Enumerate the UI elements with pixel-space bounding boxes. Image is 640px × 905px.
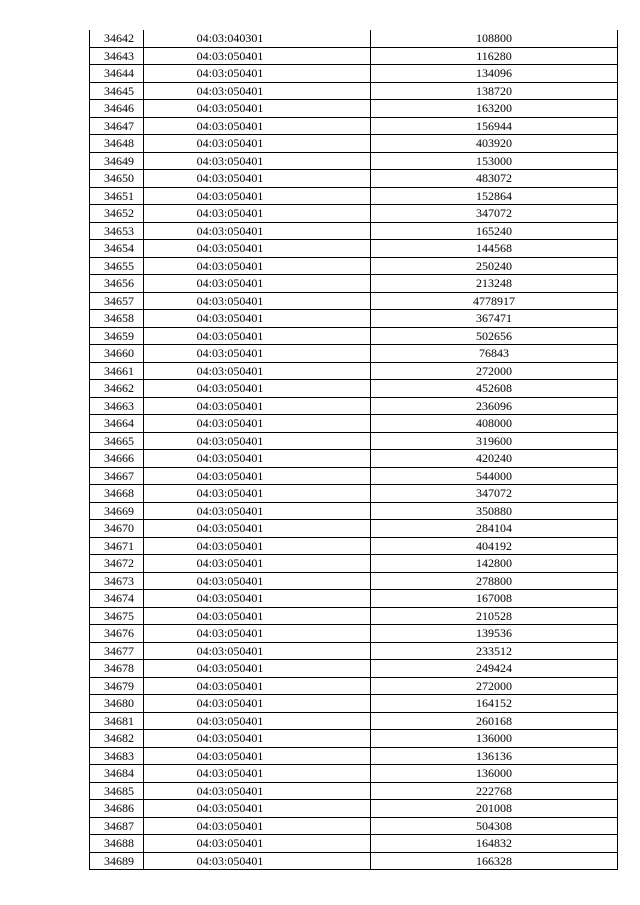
cadastral-code-cell: 04:03:050401 — [144, 310, 371, 328]
amount-cell: 319600 — [371, 432, 618, 450]
record-id-cell: 34684 — [90, 765, 144, 783]
cadastral-code-cell: 04:03:050401 — [144, 555, 371, 573]
cadastral-code-cell: 04:03:050401 — [144, 625, 371, 643]
cadastral-code-cell: 04:03:050401 — [144, 292, 371, 310]
table-row — [90, 380, 618, 398]
record-id-cell: 34681 — [90, 712, 144, 730]
cadastral-code-cell: 04:03:050401 — [144, 135, 371, 153]
amount-cell: 408000 — [371, 415, 618, 433]
record-id-cell: 34643 — [90, 47, 144, 65]
cadastral-code-cell: 04:03:050401 — [144, 485, 371, 503]
record-id-cell: 34679 — [90, 677, 144, 695]
cadastral-code-cell: 04:03:050401 — [144, 520, 371, 538]
record-id-cell: 34686 — [90, 800, 144, 818]
cadastral-code-cell: 04:03:050401 — [144, 852, 371, 870]
amount-cell: 163200 — [371, 100, 618, 118]
record-id-cell: 34657 — [90, 292, 144, 310]
amount-cell: 201008 — [371, 800, 618, 818]
record-id-cell: 34689 — [90, 852, 144, 870]
table-row — [90, 257, 618, 275]
record-id-cell: 34671 — [90, 537, 144, 555]
cadastral-code-cell: 04:03:050401 — [144, 450, 371, 468]
record-id-cell: 34664 — [90, 415, 144, 433]
record-id-cell: 34680 — [90, 695, 144, 713]
record-id-cell: 34647 — [90, 117, 144, 135]
record-id-cell: 34674 — [90, 590, 144, 608]
table-row — [90, 782, 618, 800]
record-id-cell: 34682 — [90, 730, 144, 748]
cadastral-code-cell: 04:03:050401 — [144, 327, 371, 345]
record-id-cell: 34650 — [90, 170, 144, 188]
amount-cell: 144568 — [371, 240, 618, 258]
record-id-cell: 34654 — [90, 240, 144, 258]
amount-cell: 233512 — [371, 642, 618, 660]
table-row — [90, 82, 618, 100]
cadastral-code-cell: 04:03:050401 — [144, 187, 371, 205]
record-id-cell: 34642 — [90, 30, 144, 47]
record-id-cell: 34667 — [90, 467, 144, 485]
table-row — [90, 800, 618, 818]
table-body — [90, 30, 618, 870]
cadastral-code-cell: 04:03:050401 — [144, 660, 371, 678]
amount-cell: 108800 — [371, 30, 618, 47]
table-row — [90, 625, 618, 643]
amount-cell: 544000 — [371, 467, 618, 485]
record-id-cell: 34655 — [90, 257, 144, 275]
cadastral-code-cell: 04:03:050401 — [144, 397, 371, 415]
record-id-cell: 34678 — [90, 660, 144, 678]
record-id-cell: 34651 — [90, 187, 144, 205]
record-id-cell: 34675 — [90, 607, 144, 625]
cadastral-code-cell: 04:03:050401 — [144, 257, 371, 275]
record-id-cell: 34663 — [90, 397, 144, 415]
amount-cell: 260168 — [371, 712, 618, 730]
cadastral-code-cell: 04:03:050401 — [144, 432, 371, 450]
cadastral-code-cell: 04:03:050401 — [144, 240, 371, 258]
table-row — [90, 607, 618, 625]
record-id-cell: 34645 — [90, 82, 144, 100]
cadastral-code-cell: 04:03:050401 — [144, 117, 371, 135]
table-row — [90, 100, 618, 118]
amount-cell: 213248 — [371, 275, 618, 293]
cadastral-code-cell: 04:03:040301 — [144, 30, 371, 47]
record-id-cell: 34653 — [90, 222, 144, 240]
record-id-cell: 34685 — [90, 782, 144, 800]
record-id-cell: 34662 — [90, 380, 144, 398]
table-row — [90, 187, 618, 205]
amount-cell: 138720 — [371, 82, 618, 100]
amount-cell: 142800 — [371, 555, 618, 573]
cadastral-code-cell: 04:03:050401 — [144, 817, 371, 835]
cadastral-code-cell: 04:03:050401 — [144, 677, 371, 695]
cadastral-code-cell: 04:03:050401 — [144, 82, 371, 100]
amount-cell: 278800 — [371, 572, 618, 590]
table-row — [90, 47, 618, 65]
record-id-cell: 34644 — [90, 65, 144, 83]
table-row — [90, 537, 618, 555]
record-id-cell: 34658 — [90, 310, 144, 328]
cadastral-code-cell: 04:03:050401 — [144, 65, 371, 83]
cadastral-code-cell: 04:03:050401 — [144, 502, 371, 520]
table-row — [90, 310, 618, 328]
amount-cell: 452608 — [371, 380, 618, 398]
table-row — [90, 292, 618, 310]
table-row — [90, 397, 618, 415]
table-row — [90, 677, 618, 695]
cadastral-code-cell: 04:03:050401 — [144, 642, 371, 660]
amount-cell: 116280 — [371, 47, 618, 65]
amount-cell: 76843 — [371, 345, 618, 363]
amount-cell: 152864 — [371, 187, 618, 205]
amount-cell: 4778917 — [371, 292, 618, 310]
record-id-cell: 34672 — [90, 555, 144, 573]
record-id-cell: 34660 — [90, 345, 144, 363]
amount-cell: 222768 — [371, 782, 618, 800]
amount-cell: 403920 — [371, 135, 618, 153]
table-row — [90, 572, 618, 590]
cadastral-code-cell: 04:03:050401 — [144, 590, 371, 608]
table-row — [90, 205, 618, 223]
amount-cell: 483072 — [371, 170, 618, 188]
record-id-cell: 34687 — [90, 817, 144, 835]
record-id-cell: 34666 — [90, 450, 144, 468]
amount-cell: 347072 — [371, 205, 618, 223]
amount-cell: 367471 — [371, 310, 618, 328]
record-id-cell: 34665 — [90, 432, 144, 450]
table-row — [90, 852, 618, 870]
table-row — [90, 712, 618, 730]
table-row — [90, 222, 618, 240]
table-row — [90, 275, 618, 293]
cadastral-code-cell: 04:03:050401 — [144, 730, 371, 748]
table-row — [90, 30, 618, 47]
record-id-cell: 34673 — [90, 572, 144, 590]
amount-cell: 250240 — [371, 257, 618, 275]
table-row — [90, 817, 618, 835]
table-row — [90, 152, 618, 170]
cadastral-code-cell: 04:03:050401 — [144, 800, 371, 818]
amount-cell: 156944 — [371, 117, 618, 135]
cadastral-code-cell: 04:03:050401 — [144, 345, 371, 363]
amount-cell: 166328 — [371, 852, 618, 870]
record-id-cell: 34661 — [90, 362, 144, 380]
cadastral-code-cell: 04:03:050401 — [144, 695, 371, 713]
table-row — [90, 590, 618, 608]
table-row — [90, 485, 618, 503]
cadastral-code-cell: 04:03:050401 — [144, 100, 371, 118]
cadastral-code-cell: 04:03:050401 — [144, 205, 371, 223]
table-row — [90, 327, 618, 345]
amount-cell: 210528 — [371, 607, 618, 625]
cadastral-code-cell: 04:03:050401 — [144, 607, 371, 625]
amount-cell: 236096 — [371, 397, 618, 415]
amount-cell: 272000 — [371, 677, 618, 695]
cadastral-code-cell: 04:03:050401 — [144, 415, 371, 433]
table-row — [90, 170, 618, 188]
table-row — [90, 765, 618, 783]
cadastral-code-cell: 04:03:050401 — [144, 712, 371, 730]
amount-cell: 284104 — [371, 520, 618, 538]
cadastral-code-cell: 04:03:050401 — [144, 275, 371, 293]
table-row — [90, 362, 618, 380]
cadastral-code-cell: 04:03:050401 — [144, 222, 371, 240]
cadastral-code-cell: 04:03:050401 — [144, 747, 371, 765]
amount-cell: 165240 — [371, 222, 618, 240]
cadastral-code-cell: 04:03:050401 — [144, 782, 371, 800]
cadastral-code-cell: 04:03:050401 — [144, 572, 371, 590]
amount-cell: 272000 — [371, 362, 618, 380]
table-row — [90, 502, 618, 520]
record-id-cell: 34677 — [90, 642, 144, 660]
amount-cell: 249424 — [371, 660, 618, 678]
amount-cell: 420240 — [371, 450, 618, 468]
table-row — [90, 642, 618, 660]
amount-cell: 136000 — [371, 765, 618, 783]
amount-cell: 502656 — [371, 327, 618, 345]
record-id-cell: 34668 — [90, 485, 144, 503]
record-id-cell: 34656 — [90, 275, 144, 293]
table-row — [90, 695, 618, 713]
record-id-cell: 34646 — [90, 100, 144, 118]
table-row — [90, 345, 618, 363]
amount-cell: 134096 — [371, 65, 618, 83]
cadastral-code-cell: 04:03:050401 — [144, 152, 371, 170]
cadastral-code-cell: 04:03:050401 — [144, 380, 371, 398]
record-id-cell: 34683 — [90, 747, 144, 765]
data-table — [89, 30, 618, 870]
table-row — [90, 415, 618, 433]
table-row — [90, 747, 618, 765]
amount-cell: 167008 — [371, 590, 618, 608]
amount-cell: 139536 — [371, 625, 618, 643]
table-row — [90, 432, 618, 450]
cadastral-code-cell: 04:03:050401 — [144, 835, 371, 853]
cadastral-code-cell: 04:03:050401 — [144, 765, 371, 783]
table-row — [90, 240, 618, 258]
table-row — [90, 730, 618, 748]
cadastral-code-cell: 04:03:050401 — [144, 467, 371, 485]
table-row — [90, 135, 618, 153]
record-id-cell: 34659 — [90, 327, 144, 345]
table-row — [90, 520, 618, 538]
cadastral-code-cell: 04:03:050401 — [144, 362, 371, 380]
record-id-cell: 34649 — [90, 152, 144, 170]
amount-cell: 153000 — [371, 152, 618, 170]
table-row — [90, 660, 618, 678]
record-id-cell: 34676 — [90, 625, 144, 643]
amount-cell: 347072 — [371, 485, 618, 503]
amount-cell: 350880 — [371, 502, 618, 520]
amount-cell: 136000 — [371, 730, 618, 748]
amount-cell: 136136 — [371, 747, 618, 765]
amount-cell: 504308 — [371, 817, 618, 835]
record-id-cell: 34670 — [90, 520, 144, 538]
record-id-cell: 34652 — [90, 205, 144, 223]
record-id-cell: 34688 — [90, 835, 144, 853]
table-row — [90, 467, 618, 485]
table-row — [90, 555, 618, 573]
amount-cell: 164152 — [371, 695, 618, 713]
table-row — [90, 117, 618, 135]
amount-cell: 404192 — [371, 537, 618, 555]
cadastral-code-cell: 04:03:050401 — [144, 537, 371, 555]
amount-cell: 164832 — [371, 835, 618, 853]
record-id-cell: 34669 — [90, 502, 144, 520]
record-id-cell: 34648 — [90, 135, 144, 153]
table-row — [90, 450, 618, 468]
cadastral-code-cell: 04:03:050401 — [144, 170, 371, 188]
table-row — [90, 835, 618, 853]
table-row — [90, 65, 618, 83]
cadastral-code-cell: 04:03:050401 — [144, 47, 371, 65]
